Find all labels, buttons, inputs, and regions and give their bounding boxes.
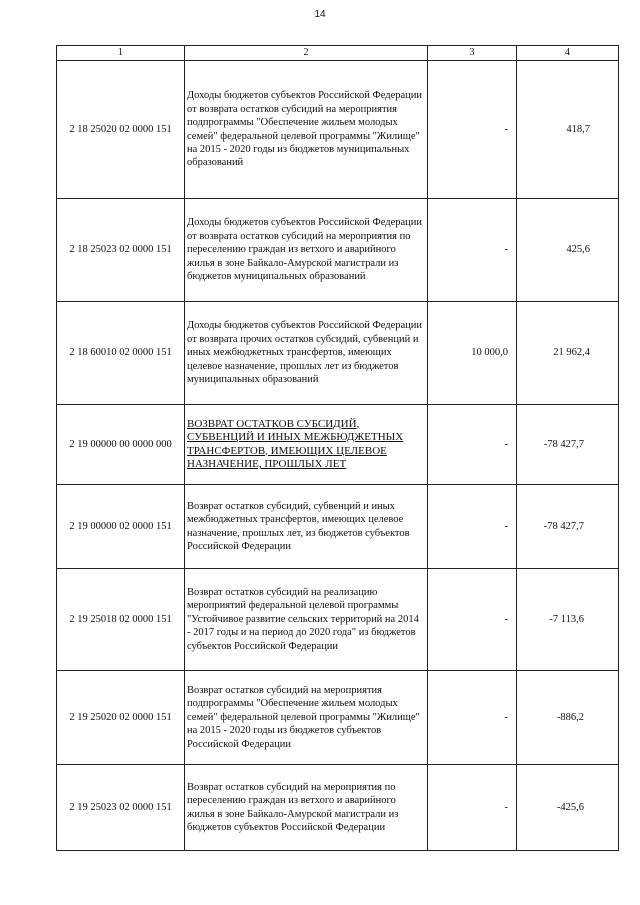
value-col4: -78 427,7 <box>517 485 619 569</box>
budget-table <box>56 45 619 851</box>
column-header-3: 3 <box>428 46 517 61</box>
item-description: Доходы бюджетов субъектов Российской Федерации от возврата остатков субсидий на мероприятия подпрограммы "Обеспечение жильем молодых семей" федеральной целевой программы "Жилище" на 2015 - 2020 годы из бюджетов муниципальных образований <box>185 61 428 199</box>
table-row <box>57 61 619 199</box>
value-col3: 10 000,0 <box>428 302 517 405</box>
table-row <box>57 302 619 405</box>
item-description: Возврат остатков субсидий на мероприятия подпрограммы "Обеспечение жильем молодых семей" федеральной целевой программы "Жилище" на 2015 - 2020 годы из бюджетов субъектов Российской Федерации <box>185 671 428 765</box>
value-col3: - <box>428 485 517 569</box>
item-description-heading <box>185 405 428 485</box>
column-header-row <box>57 46 619 61</box>
value-col3: - <box>428 765 517 851</box>
heading-text: ВОЗВРАТ ОСТАТКОВ СУБСИДИЙ, СУБВЕНЦИЙ И ИНЫХ МЕЖБЮДЖЕТНЫХ ТРАНСФЕРТОВ, ИМЕЮЩИХ ЦЕЛЕВОЕ НАЗНАЧЕНИЕ, ПРОШЛЫХ ЛЕТ <box>187 417 404 470</box>
table-row <box>57 569 619 671</box>
table-row <box>57 485 619 569</box>
item-description: Доходы бюджетов субъектов Российской Федерации от возврата прочих остатков субсидий, субвенций и иных межбюджетных трансфертов, имеющих целевое назначение, прошлых лет из бюджетов муниципальных образований <box>185 302 428 405</box>
budget-code: 2 19 25020 02 0000 151 <box>57 671 185 765</box>
page-number: 14 <box>314 9 326 20</box>
budget-code: 2 18 60010 02 0000 151 <box>57 302 185 405</box>
value-col4: 425,6 <box>517 199 619 302</box>
column-header-1: 1 <box>57 46 185 61</box>
value-col4: -425,6 <box>517 765 619 851</box>
value-col3: - <box>428 569 517 671</box>
column-header-4: 4 <box>517 46 619 61</box>
column-header-2: 2 <box>185 46 428 61</box>
budget-code: 2 18 25020 02 0000 151 <box>57 61 185 199</box>
budget-code: 2 19 00000 00 0000 000 <box>57 405 185 485</box>
item-description: Возврат остатков субсидий на мероприятия по переселению граждан из ветхого и аварийного жилья в зоне Байкало-Амурской магистрали из бюджетов субъектов Российской Федерации <box>185 765 428 851</box>
budget-code: 2 19 25023 02 0000 151 <box>57 765 185 851</box>
budget-code: 2 19 00000 02 0000 151 <box>57 485 185 569</box>
value-col3: - <box>428 199 517 302</box>
item-description: Возврат остатков субсидий, субвенций и иных межбюджетных трансфертов, имеющих целевое назначение, прошлых лет, из бюджетов субъектов Российской Федерации <box>185 485 428 569</box>
item-description: Возврат остатков субсидий на реализацию мероприятий федеральной целевой программы "Устойчивое развитие сельских территорий на 2014 - 2017 годы и на период до 2020 года" из бюджетов субъектов Российской Федерации <box>185 569 428 671</box>
table-row <box>57 765 619 851</box>
value-col4: 418,7 <box>517 61 619 199</box>
table-row <box>57 405 619 485</box>
item-description: Доходы бюджетов субъектов Российской Федерации от возврата остатков субсидий на мероприятия по переселению граждан из ветхого и аварийного жилья в зоне Байкало-Амурской магистрали из бюджетов муниципальных образований <box>185 199 428 302</box>
value-col4: 21 962,4 <box>517 302 619 405</box>
table-row <box>57 671 619 765</box>
budget-code: 2 19 25018 02 0000 151 <box>57 569 185 671</box>
table-row <box>57 199 619 302</box>
value-col3: - <box>428 61 517 199</box>
value-col4: -7 113,6 <box>517 569 619 671</box>
value-col3: - <box>428 671 517 765</box>
value-col4: -78 427,7 <box>517 405 619 485</box>
value-col3: - <box>428 405 517 485</box>
value-col4: -886,2 <box>517 671 619 765</box>
budget-code: 2 18 25023 02 0000 151 <box>57 199 185 302</box>
